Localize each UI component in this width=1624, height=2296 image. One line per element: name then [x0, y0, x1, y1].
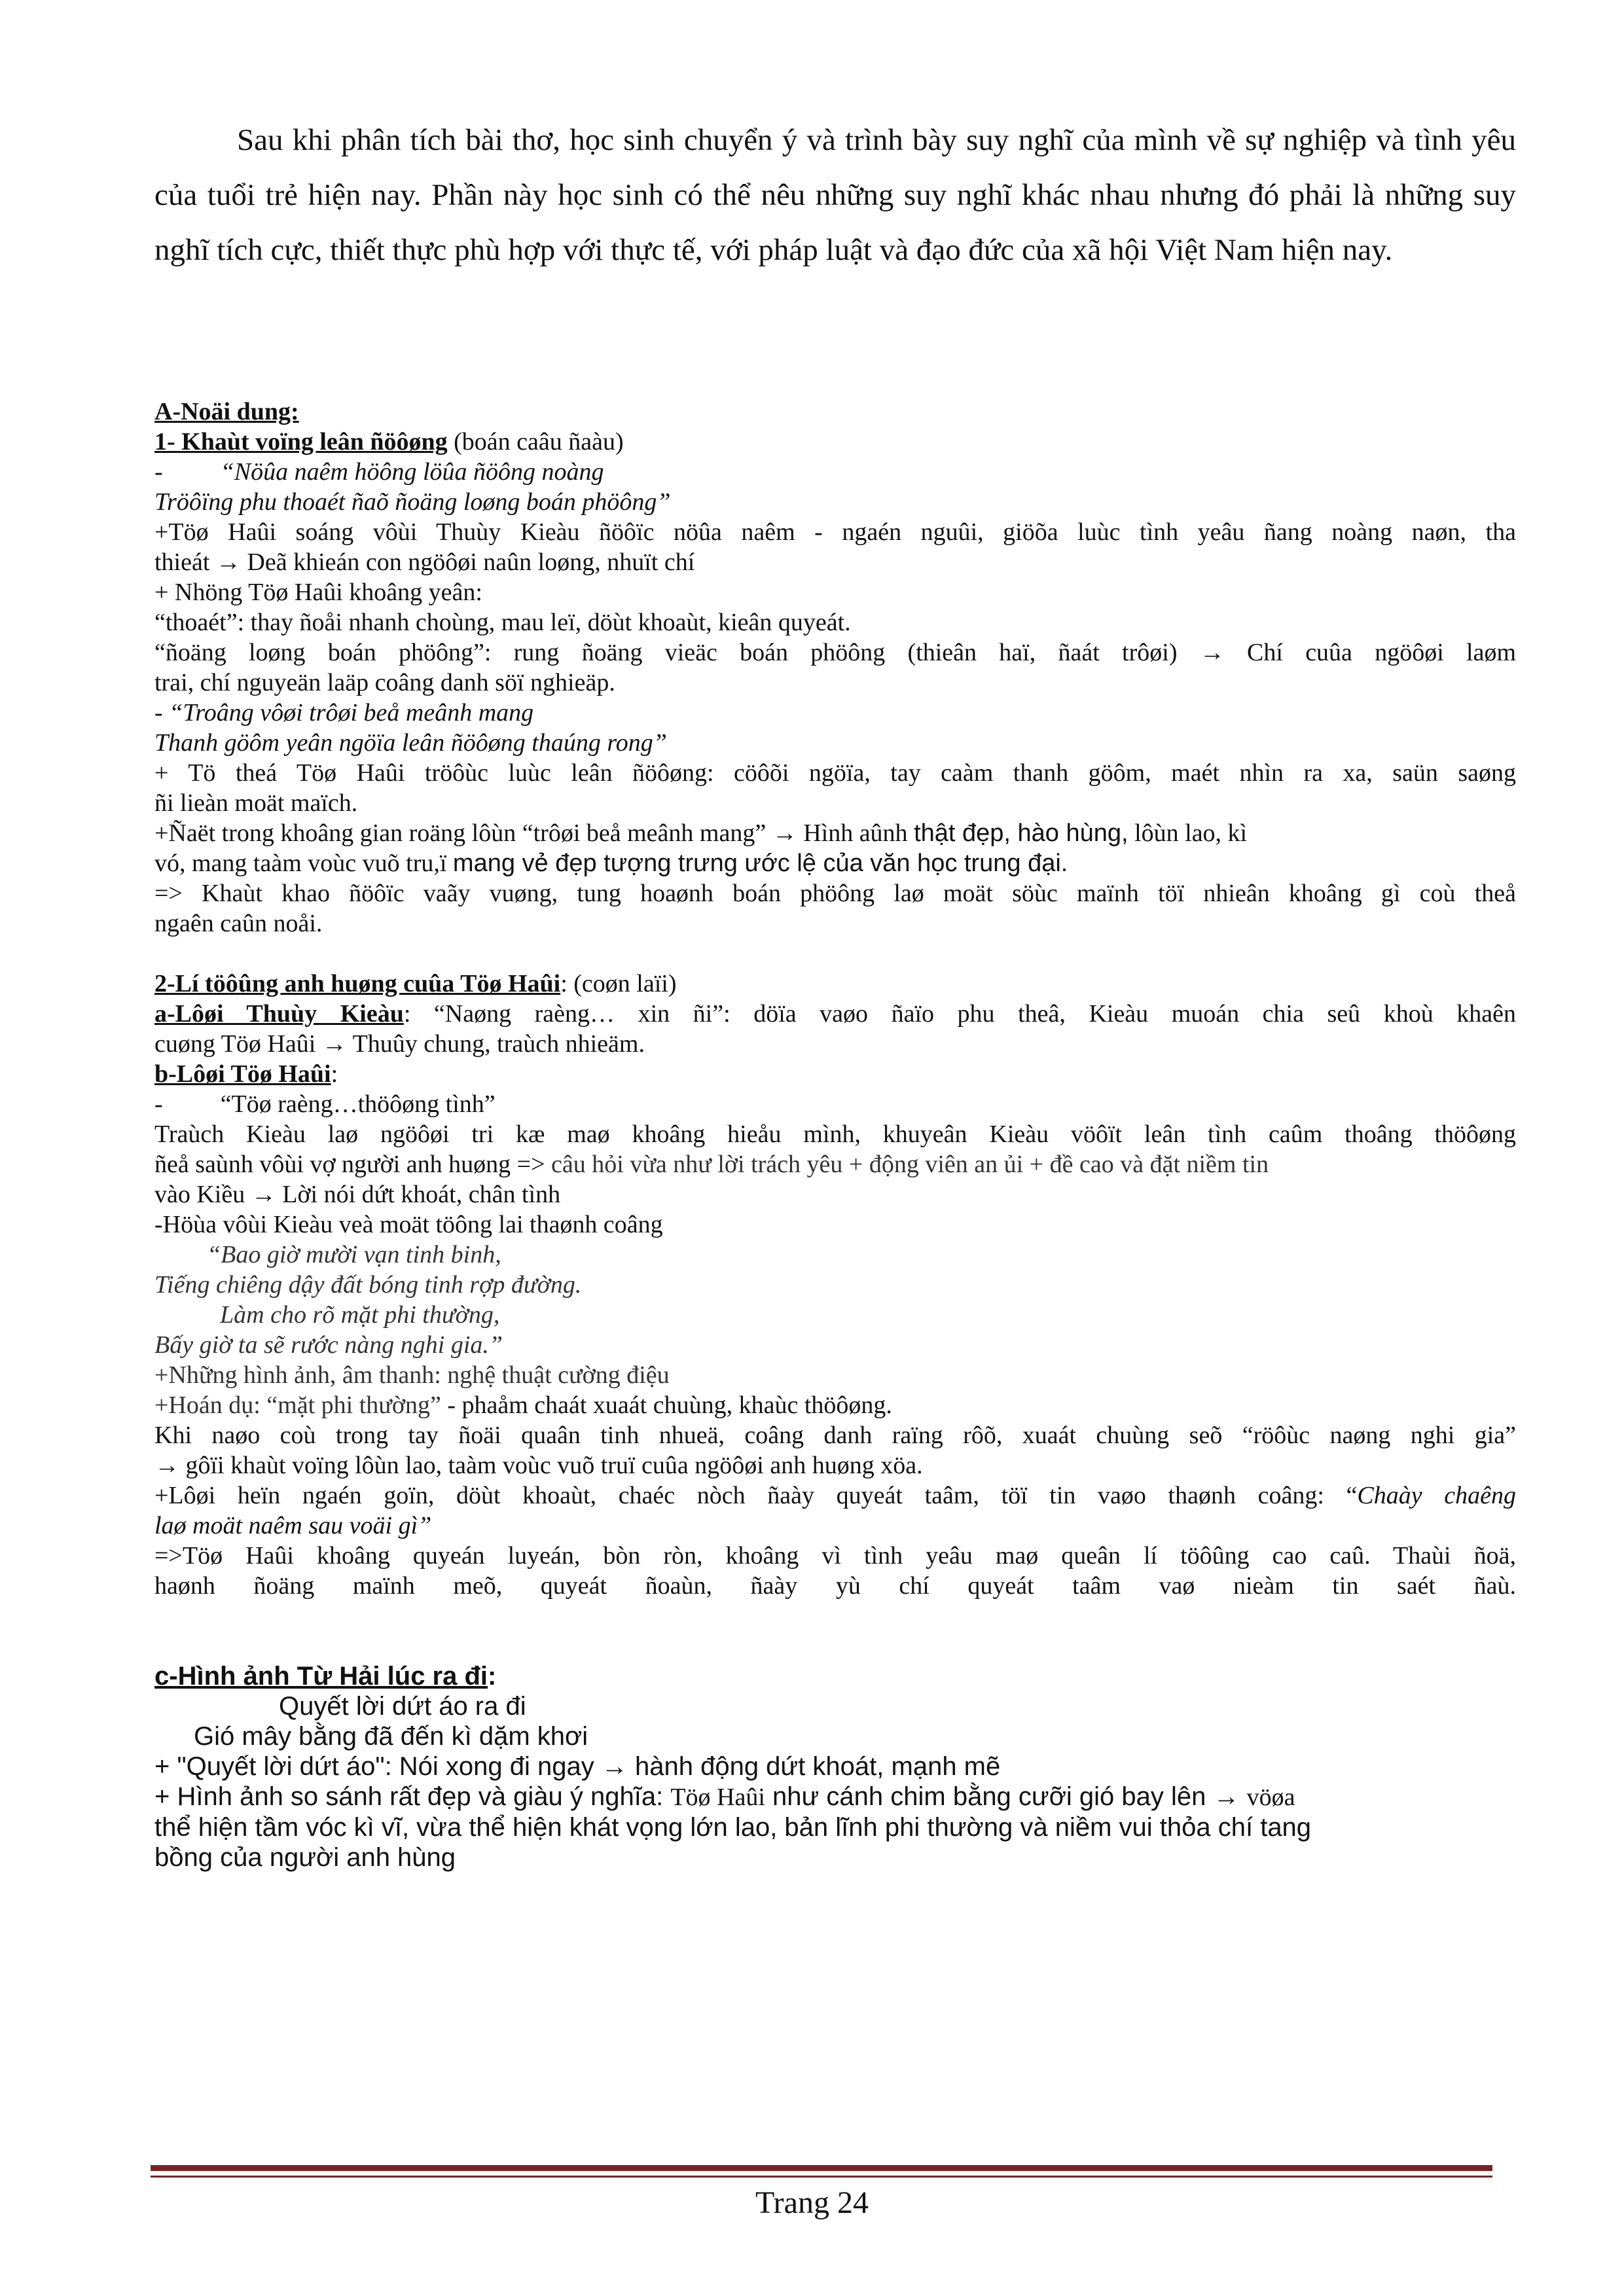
text-line: Khi naøo coù trong tay ñoäi quaân tinh nhueä, coâng danh raïng rôõ, xuaát chuùng seõ “röôùc naøng nghi gia” — [154, 1422, 1516, 1449]
text-line — [154, 818, 1516, 848]
text-line: “ñoäng loøng boán phöông”: rung ñoäng vieäc boán phöông (thieân haï, ñaát trôøi) → Chí cuûa ngöôøi laøm — [154, 639, 1516, 666]
verse-line: - “Troâng vôøi trôøi beå meânh mang — [154, 699, 534, 726]
text-span: như cánh chim bằng cưỡi gió bay lên → — [765, 1782, 1247, 1811]
text-line — [154, 1480, 1516, 1511]
text-line: thể hiện tầm vóc kì vĩ, vừa thể hiện khát vọng lớn lao, bản lĩnh phi thường và niềm vui thỏa chí tang — [154, 1813, 1312, 1842]
subsection-1-note: (boán caâu ñaàu) — [447, 428, 624, 456]
text-line: trai, chí nguyeän laäp coâng danh söï nghieäp. — [154, 669, 615, 696]
verse-text: “Nöûa naêm höông löûa ñöông noàng — [220, 458, 604, 486]
footer-rule-thick — [151, 2165, 1492, 2171]
poem-line: Quyết lời dứt áo ra đi — [279, 1692, 526, 1721]
text-span: +Ñaët trong khoâng gian roäng lôùn “trôøi beå meânh mang” → Hình aûnh — [154, 819, 914, 847]
text-line — [154, 1089, 1516, 1119]
subsection-a-title: a-Lôøi Thuùy Kieàu — [154, 1000, 404, 1028]
section-c-title: c-Hình ảnh Từ Hải lúc ra đi — [154, 1662, 488, 1691]
text-line: -Höùa vôùi Kieàu veà moät töông lai thaønh coâng — [154, 1211, 663, 1238]
text-line: haønh ñoäng maïnh meõ, quyeát ñoaùn, ñaày yù chí quyeát taâm vaø nieàm tin saét ñaù. — [154, 1572, 1516, 1600]
intro-paragraph — [154, 113, 1516, 278]
verse-line — [154, 457, 1516, 487]
section-2-title: 2-Lí töôûng anh huøng cuûa Töø Haûi — [154, 970, 561, 997]
text-span: lôùn lao, kì — [1128, 819, 1248, 847]
text-line: ñi lieàn moät maïch. — [154, 789, 358, 817]
subsection-1-heading — [154, 427, 1516, 457]
text-line: bồng của người anh hùng — [154, 1843, 456, 1872]
text-line: =>Töø Haûi khoâng quyeán luyeán, bòn ròn, khoâng vì tình yeâu maø queân lí töôûng cao caû. Thaùi ñoä, — [154, 1542, 1516, 1570]
text-line — [154, 1149, 1516, 1179]
verse-line: Thanh göôm yeân ngöïa leân ñöôøng thaúng rong” — [154, 729, 667, 757]
section-2-heading — [154, 969, 1516, 999]
text-line: => Khaùt khao ñöôïc vaãy vuøng, tung hoaønh boán phöông laø moät söùc maïnh töï nhieân khoâng gì coù theå — [154, 880, 1516, 907]
poem-line: Gió mây bằng đã đến kì dặm khơi — [194, 1722, 588, 1751]
poem-line: Bấy giờ ta sẽ rước nàng nghi gia.” — [154, 1331, 503, 1359]
text-line: laø moät naêm sau voäi gì” — [154, 1512, 432, 1539]
text-line — [154, 999, 1516, 1029]
intro-text: Sau khi phân tích bài thơ, học sinh chuyển ý và trình bày suy nghĩ của mình về sự nghiệp và tình yêu của tuổi trẻ hiện nay. Phần này học sinh có thể nêu những suy nghĩ khác nhau nhưng đó phải là những suy nghĩ tích cực, thiết thực phù hợp với thực tế, với pháp luật và đạo đức của xã hội Việt Nam hiện nay. — [154, 123, 1516, 267]
text-span: Chaày chaêng — [1357, 1482, 1516, 1509]
subsection-1-title: 1- Khaùt voïng leân ñöôøng — [154, 428, 448, 456]
text-span: thật đẹp, hào hùng, — [914, 819, 1128, 847]
subsection-b-heading — [154, 1059, 1516, 1089]
text-span: : — [331, 1060, 338, 1088]
text-line: cuøng Töø Haûi → Thuûy chung, traùch nhieäm. — [154, 1030, 645, 1058]
verse-line: Tröôïng phu thoaét ñaõ ñoäng loøng boán phöông” — [154, 488, 671, 516]
text-span: : — [488, 1662, 497, 1691]
text-span: : “Naøng raèng… xin ñi”: döïa vaøo ñaïo phu theâ, Kieàu muoán chia seû khoù khaên — [403, 1000, 1516, 1028]
text-span: - phaåm chaát xuaát chuùng, khaùc thöôøng. — [447, 1391, 892, 1419]
footer-rule-thin — [151, 2176, 1492, 2178]
text-span: +Hoán dụ: “mặt phi thường” — [154, 1391, 448, 1419]
poem-line: Làm cho rõ mặt phi thường, — [220, 1301, 500, 1329]
dash: - — [154, 458, 163, 486]
section-c-heading — [154, 1661, 1516, 1691]
text-span: vöøa — [1246, 1784, 1295, 1811]
text-line — [154, 848, 1516, 878]
text-line: “thoaét”: thay ñoåi nhanh choùng, mau leï, döùt khoaùt, kieân quyeát. — [154, 609, 851, 636]
text-span: ñeå saùnh vôùi vợ người anh hu — [154, 1151, 474, 1178]
spacer — [154, 939, 1516, 969]
poem-line: Tiếng chiêng dậy đất bóng tinh rợp đường. — [154, 1271, 582, 1299]
text-span: Töø Haûi — [670, 1784, 765, 1811]
text-line — [154, 1390, 1516, 1420]
text-span: +Lôøi heïn ngaén goïn, döùt khoaùt, chaéc nòch ñaày quyeát taâm, töï tin vaøo thaønh coâng: “ — [154, 1482, 1358, 1509]
text-span: øng => — [473, 1151, 552, 1178]
text-line: vào Kiều → Lời nói dứt khoát, chân tình — [154, 1181, 561, 1208]
text-span: mang vẻ đẹp tượng trưng ước lệ của văn học trung đại. — [452, 850, 1068, 877]
content-body — [154, 397, 1516, 1873]
text-line: +Töø Haûi soáng vôùi Thuùy Kieàu ñöôïc nöûa naêm - ngaén nguûi, giöõa luùc tình yeâu ñang noàng naøn, tha — [154, 518, 1516, 546]
text-line: + Tö theá Töø Haûi tröôùc luùc leân ñöôøng: cöôõi ngöïa, tay caàm thanh göôm, maét nhìn ra xa, saün saøng — [154, 759, 1516, 787]
poem-line: “Bao giờ mười vạn tinh binh, — [207, 1241, 501, 1268]
dash: - — [154, 1090, 163, 1118]
section-2-note: : (coøn laïi) — [560, 970, 677, 997]
text-line — [154, 1782, 1516, 1812]
text-span: + Hình ảnh so sánh rất đẹp và giàu ý nghĩa: — [154, 1782, 671, 1811]
section-a-heading: A-Noäi dung: — [154, 398, 299, 425]
text-span: câu hỏi vừa như lời trách yêu + động viên an ủi + đề cao và đặt niềm tin — [551, 1151, 1269, 1178]
text-span: “Töø raèng…thöôøng tình” — [220, 1090, 496, 1118]
subsection-b-title: b-Lôøi Töø Haûi — [154, 1060, 331, 1088]
spacer — [154, 1601, 1516, 1661]
text-line: → gôïi khaùt voïng lôùn lao, taàm voùc vuõ truï cuûa ngöôøi anh huøng xöa. — [154, 1452, 923, 1479]
page-number: Trang 24 — [755, 2185, 869, 2220]
text-line: thieát → Deã khieán con ngöôøi naûn loøng, nhuït chí — [154, 548, 695, 576]
text-line: + "Quyết lời dứt áo": Nói xong đi ngay → hành động dứt khoát, mạnh mẽ — [154, 1752, 1001, 1781]
text-span: vó, mang taàm voùc vuõ tru,ï — [154, 850, 453, 877]
text-line: + Nhöng Töø Haûi khoâng yeân: — [154, 579, 482, 606]
text-line: ngaên caûn noåi. — [154, 910, 323, 937]
text-line: Traùch Kieàu laø ngöôøi tri kæ maø khoâng hieåu mình, khuyeân Kieàu vöôït leân tình caûm thoâng thöôøng — [154, 1121, 1516, 1148]
text-line: +Những hình ảnh, âm thanh: nghệ thuật cường điệu — [154, 1361, 670, 1389]
